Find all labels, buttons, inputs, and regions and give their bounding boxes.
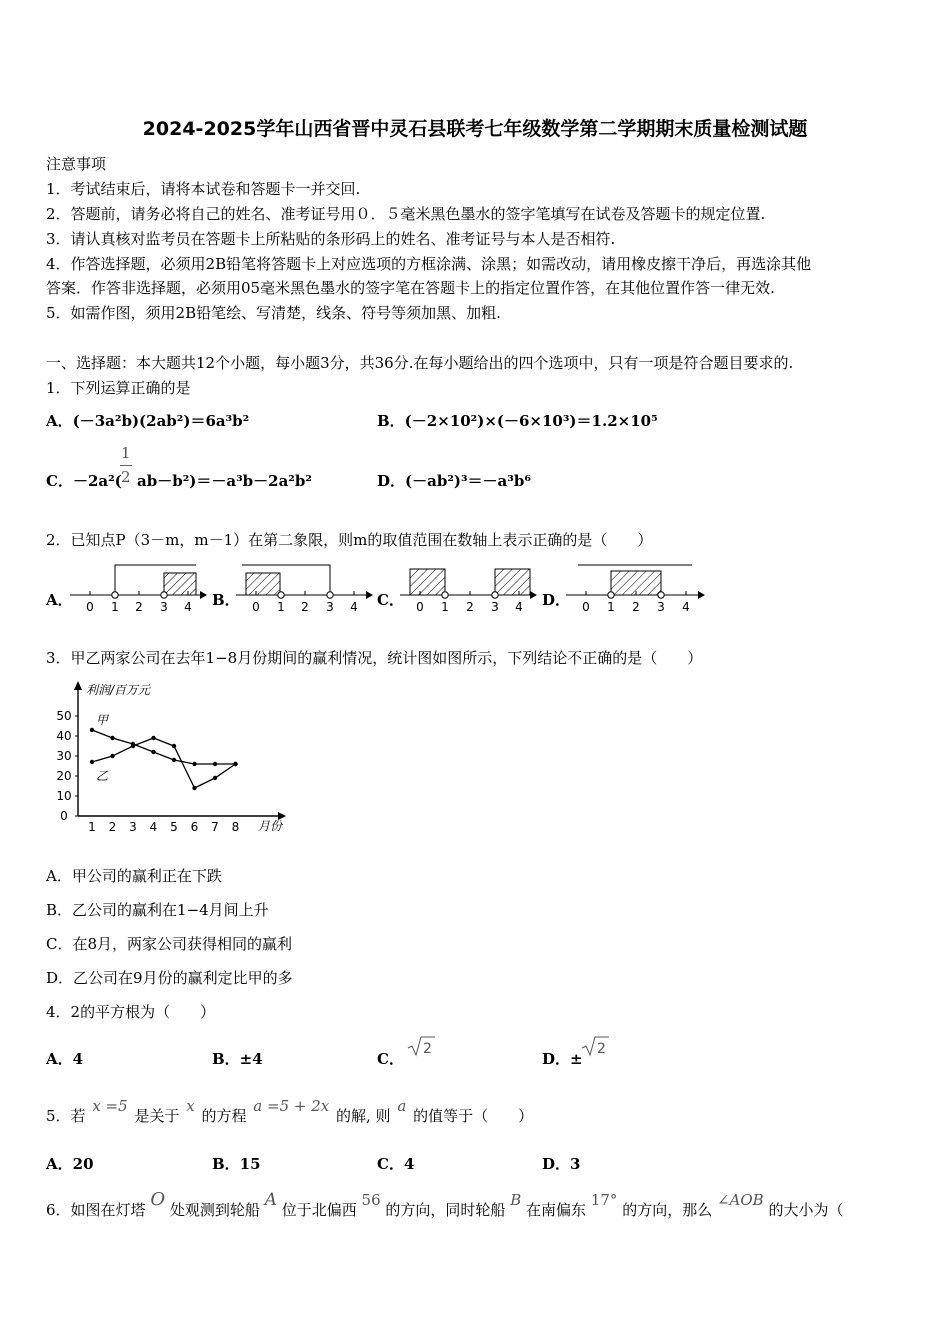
q4-sqrt-c: [406, 1034, 436, 1058]
q4-sqrt-c-radicand: 2: [423, 1041, 432, 1057]
series-2-point: [90, 760, 94, 764]
q2d-tick-1: 1: [607, 600, 615, 614]
notice-heading: 注意事项: [46, 155, 107, 173]
q2-label-c: C．: [377, 591, 404, 609]
q5-option-d: D．3: [542, 1155, 581, 1173]
series-line-1: [92, 730, 236, 764]
q5-math-2: x: [186, 1097, 195, 1115]
q2c-tick-3: 3: [491, 600, 499, 614]
q6-text-3: 位于北偏西: [281, 1201, 357, 1219]
series-1-point: [172, 758, 176, 762]
q2b-tick-2: 2: [301, 600, 309, 614]
q1-option-c-suffix: ab－b²)＝－a³b－2a²b²: [137, 472, 312, 490]
series-1-point: [192, 762, 196, 766]
q6-math-6: ∠AOB: [716, 1191, 764, 1209]
q6-text-4: 的方向，同时轮船: [385, 1201, 506, 1219]
q3-option-a: A．甲公司的赢利正在下跌: [46, 867, 222, 885]
x-tick-label: 1: [88, 820, 96, 834]
q2d-tick-3: 3: [657, 600, 665, 614]
q1-stem: 1．下列运算正确的是: [46, 379, 191, 397]
series-1-point: [110, 736, 114, 740]
q2a-tick-2: 2: [135, 600, 143, 614]
series-2-point: [131, 744, 135, 748]
q3-option-d: D．乙公司在9月份的赢利定比甲的多: [46, 969, 293, 987]
q2d-tick-4: 4: [682, 600, 690, 614]
q2c-tick-4: 4: [515, 600, 523, 614]
q2a-tick-0: 0: [86, 600, 94, 614]
q2a-tick-1: 1: [111, 600, 119, 614]
q3-stem: 3．甲乙两家公司在去年1−8月份期间的赢利情况，统计图如图所示，下列结论不正确的是（ ）: [46, 649, 703, 667]
q2-stem: 2．已知点P（3－m，m－1）在第二象限，则m的取值范围在数轴上表示正确的是（ ）: [46, 531, 653, 549]
q1-option-b: B．(－2×10²)×(－6×10³)＝1.2×10⁵: [377, 412, 658, 430]
q6-math-2: A: [264, 1190, 277, 1210]
q5-math-1: x =5: [92, 1097, 128, 1115]
q2-label-a: A．: [46, 591, 73, 609]
q1-frac-bar: [120, 465, 132, 466]
y-tick-label: 0: [60, 809, 68, 823]
series-2-point: [233, 762, 237, 766]
q2c-tick-2: 2: [466, 600, 474, 614]
q6-math-3: 56: [361, 1191, 381, 1209]
y-tick-label: 30: [56, 749, 72, 763]
q5-text-3: 的方程: [201, 1107, 247, 1125]
q6-text-6: 的方向，那么: [622, 1201, 713, 1219]
notice-item-1: 1．考试结束后，请将本试卷和答题卡一并交回.: [46, 180, 361, 198]
page-title: 2024-2025学年山西省晋中灵石县联考七年级数学第二学期期末质量检测试题: [142, 118, 808, 140]
q2-number-lines: [0, 555, 950, 615]
q5-math-4: a: [397, 1097, 407, 1115]
y-axis-arrow: [74, 681, 82, 690]
q2-label-b: B．: [212, 591, 240, 609]
q2a-tick-4: 4: [184, 600, 192, 614]
q5-math-3: a =5 + 2x: [253, 1097, 330, 1115]
q3-option-b: B．乙公司的赢利在1−4月间上升: [46, 901, 269, 919]
series-1-point: [151, 750, 155, 754]
q5-option-a: A．20: [46, 1155, 94, 1173]
q2-number-line-b: [236, 565, 373, 614]
section-heading: 一、选择题：本大题共12个小题，每小题3分，共36分.在每小题给出的四个选项中，只有一项是符合题目要求的.: [46, 354, 794, 372]
q6-math-5: 17°: [590, 1191, 618, 1209]
series-1-point: [213, 762, 217, 766]
q5-option-c: C．4: [377, 1155, 415, 1173]
x-axis-label: 月份: [258, 819, 283, 833]
q2c-tick-1: 1: [441, 600, 449, 614]
q6-math-4: B: [510, 1191, 522, 1209]
q2-number-line-a: [70, 565, 207, 614]
q2d-tick-2: 2: [632, 600, 640, 614]
notice-item-5: 5．如需作图，须用2B铅笔绘、写清楚，线条、符号等须加黑、加粗.: [46, 304, 501, 322]
series-2-point: [192, 786, 196, 790]
q6-text-2: 处观测到轮船: [169, 1201, 260, 1219]
q6-math-1: O: [150, 1189, 166, 1210]
series-2-point: [172, 744, 176, 748]
q5-option-b: B．15: [212, 1155, 261, 1173]
q1-frac-numerator: 1: [121, 444, 131, 462]
x-tick-label: 2: [108, 820, 117, 834]
x-tick-label: 4: [149, 820, 158, 834]
y-tick-label: 40: [56, 729, 72, 743]
q2b-tick-4: 4: [350, 600, 358, 614]
series-2-point: [110, 754, 114, 758]
q5-stem: [46, 1097, 534, 1126]
x-tick-label: 5: [170, 820, 178, 834]
q4-option-a: A．4: [46, 1050, 84, 1068]
y-tick-label: 10: [56, 789, 72, 803]
q1-option-a: A．(－3a²b)(2ab²)＝6a³b²: [46, 412, 250, 430]
q4-sqrt-d-radicand: 2: [597, 1041, 606, 1057]
q2a-tick-3: 3: [160, 600, 168, 614]
y-tick-label: 50: [56, 709, 72, 723]
q5-text-1: 5．若: [46, 1107, 86, 1125]
notice-item-4: 4．作答选择题，必须用2B铅笔将答题卡上对应选项的方框涂满、涂黑；如需改动，请用橡皮擦干净后，再选涂其他: [46, 255, 812, 273]
series-2-point: [151, 736, 155, 740]
q5-text-5: 的值等于（ ）: [413, 1107, 534, 1125]
q4-option-c: C．: [377, 1050, 404, 1068]
y-axis-label: 利润/百万元: [86, 683, 151, 697]
q6-text-5: 在南偏东: [526, 1201, 587, 1219]
q3-line-chart: [40, 678, 300, 838]
series-label-2: 乙: [96, 769, 109, 783]
q4-option-d: D．±: [542, 1050, 583, 1068]
notice-item-4-cont: 答案．作答非选择题，必须用05毫米黑色墨水的签字笔在答题卡上的指定位置作答，在其他位置作答一律无效.: [46, 279, 775, 297]
x-tick-label: 8: [231, 820, 240, 834]
q3-option-c: C．在8月，两家公司获得相同的赢利: [46, 935, 293, 953]
x-tick-label: 6: [190, 820, 199, 834]
q4-stem: 4．2的平方根为（ ）: [46, 1003, 216, 1021]
y-tick-label: 20: [56, 769, 72, 783]
q5-text-4: 的解, 则: [336, 1107, 391, 1125]
q2b-tick-3: 3: [326, 600, 334, 614]
q5-text-2: 是关于: [134, 1107, 180, 1125]
series-2-point: [213, 776, 217, 780]
q2b-tick-1: 1: [277, 600, 285, 614]
series-label-1: 甲: [96, 713, 109, 727]
q2-number-line-d: [566, 565, 705, 614]
q2d-tick-0: 0: [582, 600, 590, 614]
q4-option-b: B．±4: [212, 1050, 263, 1068]
x-tick-label: 7: [211, 820, 219, 834]
q6-text-1: 6．如图在灯塔: [46, 1201, 146, 1219]
notice-item-3: 3．请认真核对监考员在答题卡上所粘贴的条形码上的姓名、准考证号与本人是否相符.: [46, 230, 616, 248]
q1-option-c-prefix: C．－2a²(: [46, 472, 122, 490]
q1-frac-denominator: 2: [121, 468, 131, 486]
q6-stem: [46, 1189, 844, 1220]
x-tick-label: 3: [129, 820, 137, 834]
q1-option-d: D．(－ab²)³＝－a³b⁶: [377, 472, 531, 490]
q2b-tick-0: 0: [252, 600, 260, 614]
notice-item-2: 2．答题前，请务必将自己的姓名、准考证号用０．５毫米黑色墨水的签字笔填写在试卷及答题卡的规定位置.: [46, 205, 766, 223]
q2-label-d: D．: [542, 591, 571, 609]
q6-text-7: 的大小为（: [768, 1201, 844, 1219]
q2c-tick-0: 0: [416, 600, 424, 614]
q4-sqrt-d: [580, 1034, 610, 1058]
q2-number-line-c: [400, 569, 537, 614]
series-1-point: [90, 728, 94, 732]
